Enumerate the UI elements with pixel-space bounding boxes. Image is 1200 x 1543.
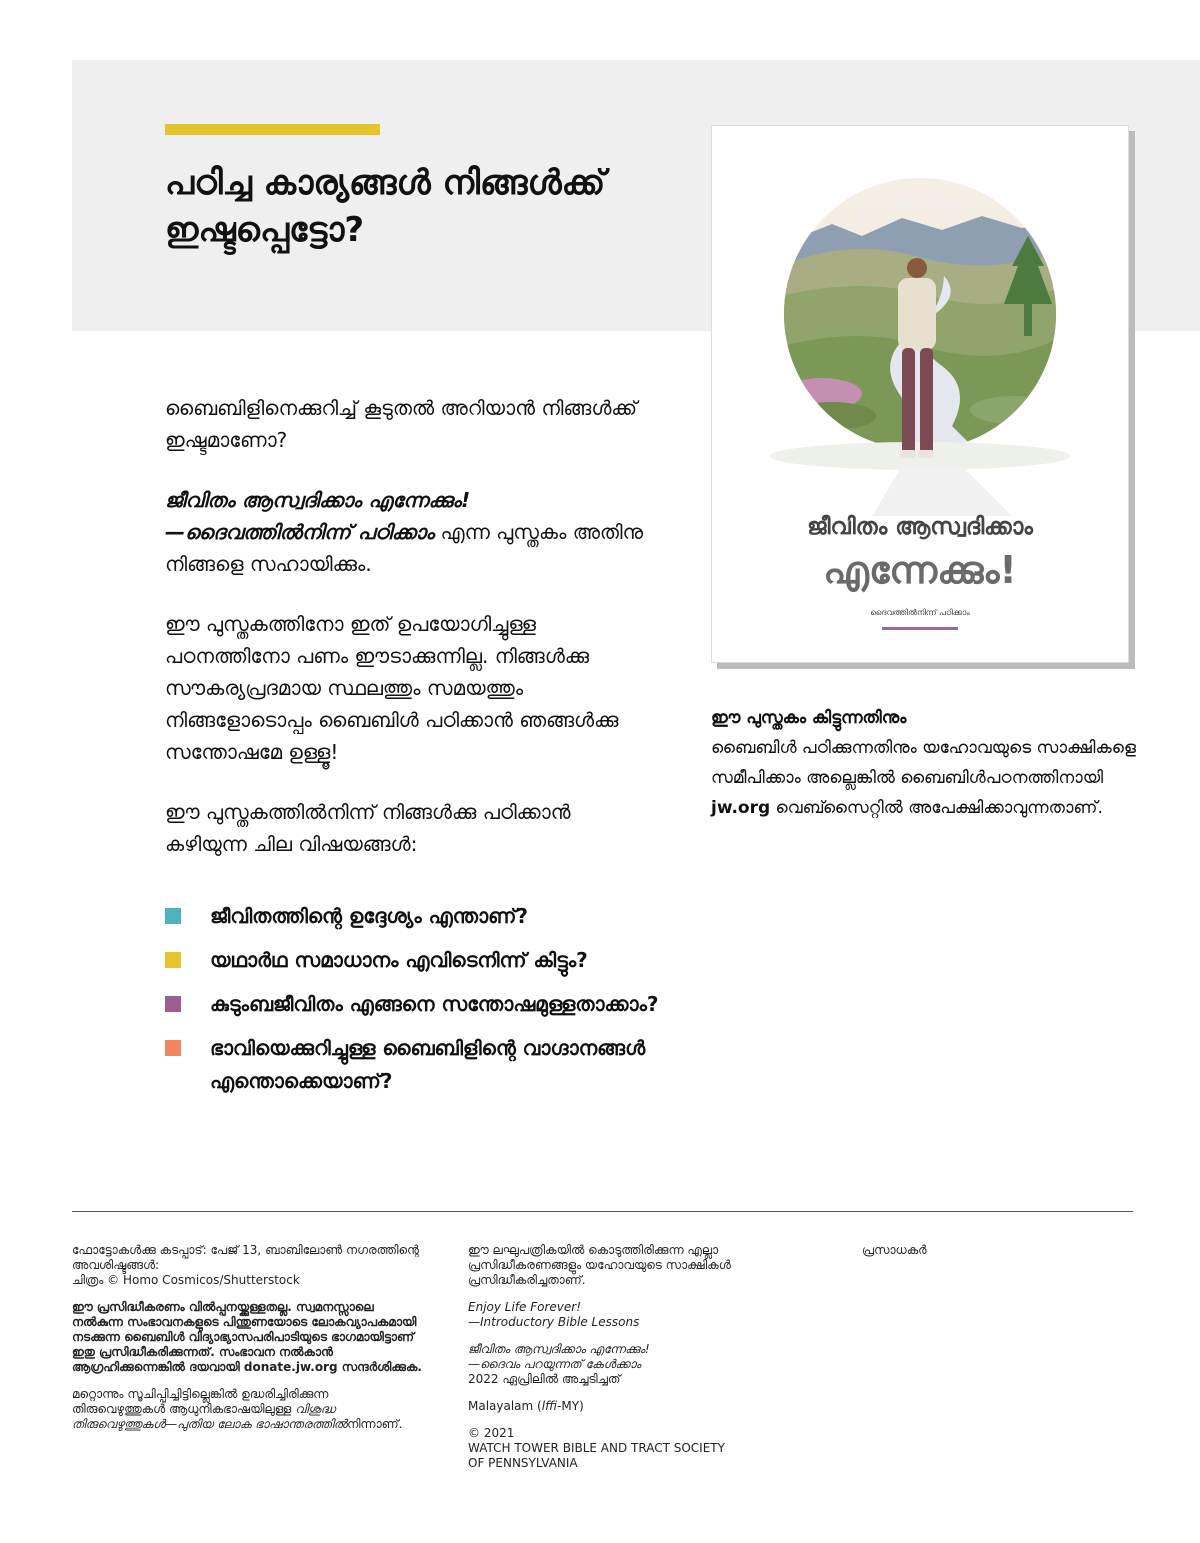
book-title-small: ജീവിതം ആസ്വദിക്കാം — [807, 514, 1033, 540]
book-title-emphasis-line1: ജീവിതം ആസ്വദിക്കാം എന്നേക്കും! — [165, 488, 471, 512]
book-subtitle-rule — [882, 627, 958, 630]
free-study-paragraph: ഈ പുസ്തകത്തിനോ ഇത് ഉപയോഗിച്ചുള്ള പഠനത്തിനോ പണം ഈടാക്കുന്നില്ല. നിങ്ങൾക്കു സൗകര്യപ്രദമായ സ്ഥലത്തും സമയത്തും നിങ്ങളോടൊപ്പം ബൈബിൾ പഠിക്കാൻ ഞങ്ങൾക്കു സന്തോഷമേ ഉള്ളൂ! — [165, 612, 619, 764]
footer-column-1 — [72, 1243, 422, 1444]
topic-square-icon — [165, 952, 181, 968]
topic-square-icon — [165, 1040, 181, 1056]
jw-org-link[interactable]: jw.org — [711, 798, 771, 818]
topic-square-icon — [165, 996, 181, 1012]
english-title-line2: —Introductory Bible Lessons — [468, 1315, 640, 1329]
language-prefix: Malayalam ( — [468, 1399, 542, 1413]
book-title-large: എന്നേക്കും! — [823, 548, 1017, 592]
footer-column-2 — [468, 1243, 788, 1483]
printed-date: 2022 ഏപ്രിലിൽ അച്ചടിച്ചത് — [468, 1372, 621, 1386]
footer-divider — [72, 1211, 1133, 1212]
topic-text: ഭാവിയെക്കുറിച്ചുള്ള ബൈബിളിന്റെ വാഗ്ദാനങ്ങൾ എന്തൊക്കെയാണ്? — [210, 1036, 646, 1093]
ml-title-line2: —ദൈവം പറയുന്നത് കേൾക്കാം — [468, 1357, 641, 1371]
language-suffix: -MY) — [557, 1399, 584, 1413]
request-text-b: വെബ്സൈറ്റിൽ അപേക്ഷിക്കാവുന്നതാണ്. — [770, 798, 1103, 818]
copyright — [468, 1426, 788, 1471]
topic-text: ജീവിതത്തിന്റെ ഉദ്ദേശ്യം എന്താണ്? — [210, 904, 529, 928]
accent-bar — [165, 124, 380, 135]
page-title-line2: ഇഷ്ടപ്പെട്ടോ? — [165, 210, 365, 250]
scripture-note-b: നിന്നാണ്. — [347, 1417, 403, 1431]
topic-item — [165, 900, 665, 933]
copyright-line2: OF PENNSYLVANIA — [468, 1456, 578, 1470]
intro-paragraph: ബൈബിളിനെക്കുറിച്ച് കൂടുതൽ അറിയാൻ നിങ്ങൾക്ക് ഇഷ്ടമാണോ? — [165, 396, 638, 452]
request-paragraph — [711, 703, 1141, 823]
book-title-emphasis-line2: —ദൈവത്തിൽനിന്ന് പഠിക്കാം — [165, 520, 435, 544]
scripture-note-a: മറ്റൊന്നും സൂചിപ്പിച്ചിട്ടില്ലെങ്കിൽ ഉദ്ധരിച്ചിരിക്കുന്ന തിരുവെഴുത്തുകൾ ആധുനികഭാഷയിലുള്ള — [72, 1387, 329, 1416]
photo-credit-line2: ചിത്രം © Homo Cosmicos/Shutterstock — [72, 1273, 300, 1287]
malayalam-title — [468, 1342, 788, 1387]
copyright-line1: WATCH TOWER BIBLE AND TRACT SOCIETY — [468, 1441, 725, 1455]
book-subtitle: ദൈവത്തിൽനിന്ന് പഠിക്കാം — [870, 608, 970, 617]
publishers-label: പ്രസാധകർ — [862, 1243, 927, 1257]
topic-text: കുടുംബജീവിതം എങ്ങനെ സന്തോഷമുള്ളതാക്കാം? — [210, 992, 659, 1016]
scripture-note — [72, 1387, 422, 1432]
book-cover — [711, 125, 1129, 663]
topics-list — [165, 900, 665, 1109]
english-title — [468, 1300, 788, 1330]
donation-note: ഈ പ്രസിദ്ധീകരണം വിൽപ്പനയ്ക്കുള്ളതല്ല. സ്വമനസ്സാലെ നൽകുന്ന സംഭാവനകളുടെ പിന്തുണയോടെ ലോകവ്യാപകമായി നടക്കുന്ന ബൈബിൾ വിദ്യാഭ്യാസപരിപാടിയുടെ ഭാഗമായിട്ടാണ് ഇതു പ്രസിദ്ധീകരിക്കുന്നത്. സംഭാവന നൽകാൻ ആഗ്രഹിക്കുന്നെങ്കിൽ ദയവായി donate.jw.org സന്ദർശിക്കുക. — [72, 1300, 422, 1374]
ml-title-line1: ജീവിതം ആസ്വദിക്കാം എന്നേക്കും! — [468, 1342, 650, 1356]
copyright-year: © 2021 — [468, 1426, 515, 1440]
scripture-note-italic: വിശുദ്ധ തിരുവെഴുത്തുകൾ—പുതിയ ലോക ഭാഷാന്തരത്തിൽ — [72, 1402, 348, 1431]
page-title-line1: പഠിച്ച കാര്യങ്ങൾ നിങ്ങൾക്ക് — [165, 163, 606, 203]
topic-square-icon — [165, 908, 181, 924]
topics-intro-paragraph: ഈ പുസ്തകത്തിൽനിന്ന് നിങ്ങൾക്കു പഠിക്കാൻ കഴിയുന്ന ചില വിഷയങ്ങൾ: — [165, 800, 571, 856]
topic-item — [165, 988, 665, 1021]
request-text-a: ബൈബിൾ പഠിക്കുന്നതിനും യഹോവയുടെ സാക്ഷികളെ സമീപിക്കാം അല്ലെങ്കിൽ ബൈബിൾപഠനത്തിനായി — [711, 738, 1136, 788]
footer-column-3 — [862, 1243, 1062, 1270]
language-line — [468, 1399, 788, 1414]
language-code: lffi — [541, 1399, 558, 1413]
request-lead: ഈ പുസ്തകം കിട്ടുന്നതിനും — [711, 708, 907, 728]
book-paragraph — [165, 484, 650, 580]
book-paragraph-rest: എന്ന പുസ്തകം അതിനു നിങ്ങളെ സഹായിക്കും. — [165, 520, 644, 576]
photo-credit — [72, 1243, 422, 1288]
topic-item — [165, 1032, 665, 1098]
topic-text: യഥാർഥ സമാധാനം എവിടെനിന്ന് കിട്ടും? — [210, 948, 588, 972]
topic-item — [165, 944, 665, 977]
page-title — [165, 160, 685, 254]
photo-credit-line1: ഫോട്ടോകൾക്കു കടപ്പാട്: പേജ് 13, ബാബിലോൺ നഗരത്തിന്റെ അവശിഷ്ടങ്ങൾ: — [72, 1243, 419, 1272]
publisher-note: ഈ ലഘുപത്രികയിൽ കൊടുത്തിരിക്കുന്ന എല്ലാ പ്രസിദ്ധീകരണങ്ങളും യഹോവയുടെ സാക്ഷികൾ പ്രസിദ്ധീകരിച്ചതാണ്. — [468, 1243, 731, 1287]
english-title-line1: Enjoy Life Forever! — [468, 1300, 582, 1314]
